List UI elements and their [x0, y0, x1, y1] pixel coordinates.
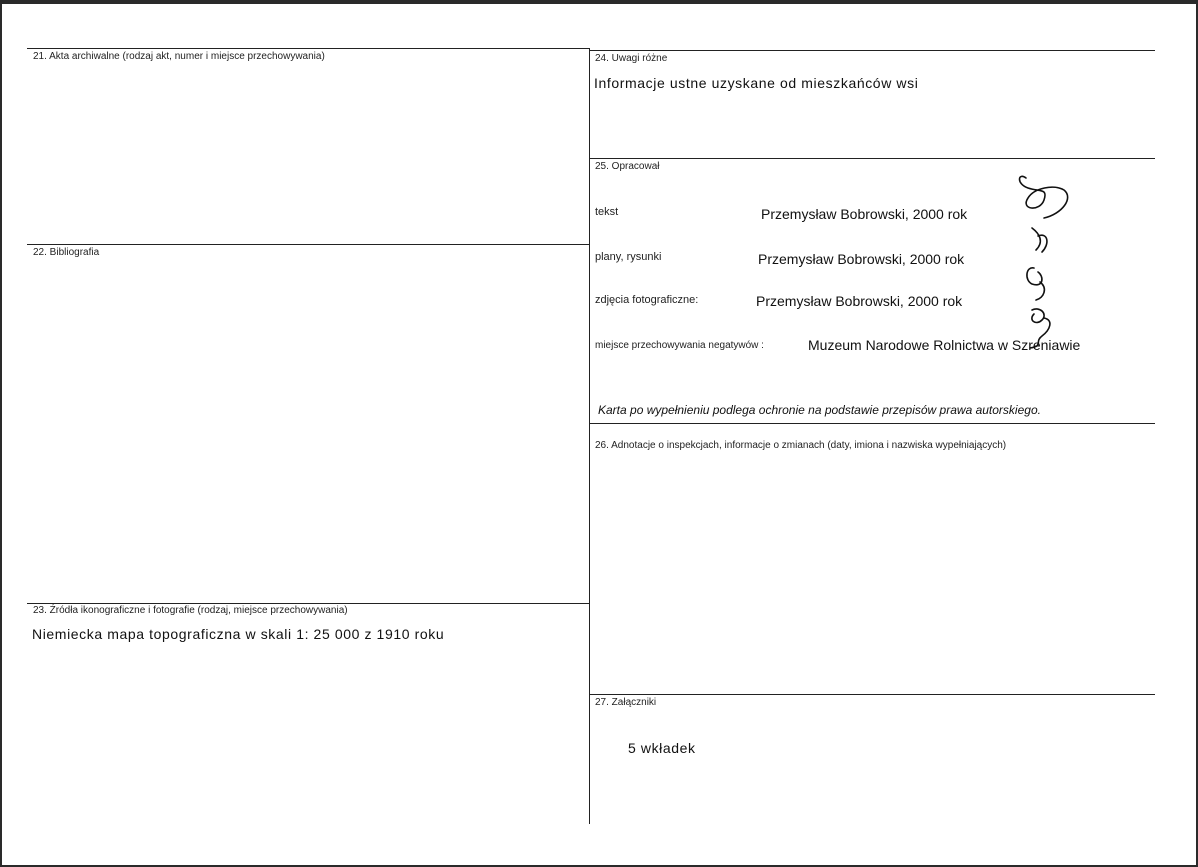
section-23-label: 23. Źródła ikonograficzne i fotografie (rodzaj, miejsce przechowywania) — [33, 605, 348, 616]
rule-top-right — [589, 50, 1155, 51]
negatives-value: Muzeum Narodowe Rolnictwa w Szreniawie — [808, 337, 1081, 353]
credit-photos-label: zdjęcia fotograficzne: — [595, 294, 699, 306]
rule-23-top — [27, 603, 589, 604]
section-26-label: 26. Adnotacje o inspekcjach, informacje o zmianach (daty, imiona i nazwiska wypełniających) — [595, 440, 1007, 451]
section-21-label: 21. Akta archiwalne (rodzaj akt, numer i miejsce przechowywania) — [33, 51, 325, 62]
credit-text-label: tekst — [595, 206, 619, 218]
credit-text-value: Przemysław Bobrowski, 2000 rok — [761, 206, 968, 222]
section-22-label: 22. Bibliografia — [33, 247, 100, 258]
negatives-label: miejsce przechowywania negatywów : — [595, 340, 764, 351]
credit-plans-label: plany, rysunki — [595, 251, 662, 263]
rule-top-left — [27, 48, 589, 49]
section-24-label: 24. Uwagi różne — [595, 53, 668, 64]
section-25-label: 25. Opracował — [595, 161, 660, 172]
rule-26-top — [589, 423, 1155, 424]
credit-plans-value: Przemysław Bobrowski, 2000 rok — [758, 251, 965, 267]
rule-25-top — [589, 158, 1155, 159]
handwritten-signature — [1014, 170, 1084, 350]
section-23-value: Niemiecka mapa topograficzna w skali 1: 25 000 z 1910 roku — [32, 626, 445, 642]
rule-27-top — [589, 694, 1155, 695]
copyright-note: Karta po wypełnieniu podlega ochronie na podstawie przepisów prawa autorskiego. — [598, 403, 1041, 417]
credit-photos-value: Przemysław Bobrowski, 2000 rok — [756, 293, 963, 309]
section-24-value: Informacje ustne uzyskane od mieszkańców wsi — [594, 75, 919, 91]
column-divider — [589, 48, 590, 824]
rule-22-top — [27, 244, 589, 245]
section-27-label: 27. Załączniki — [595, 697, 657, 708]
section-27-value: 5 wkładek — [628, 740, 696, 756]
